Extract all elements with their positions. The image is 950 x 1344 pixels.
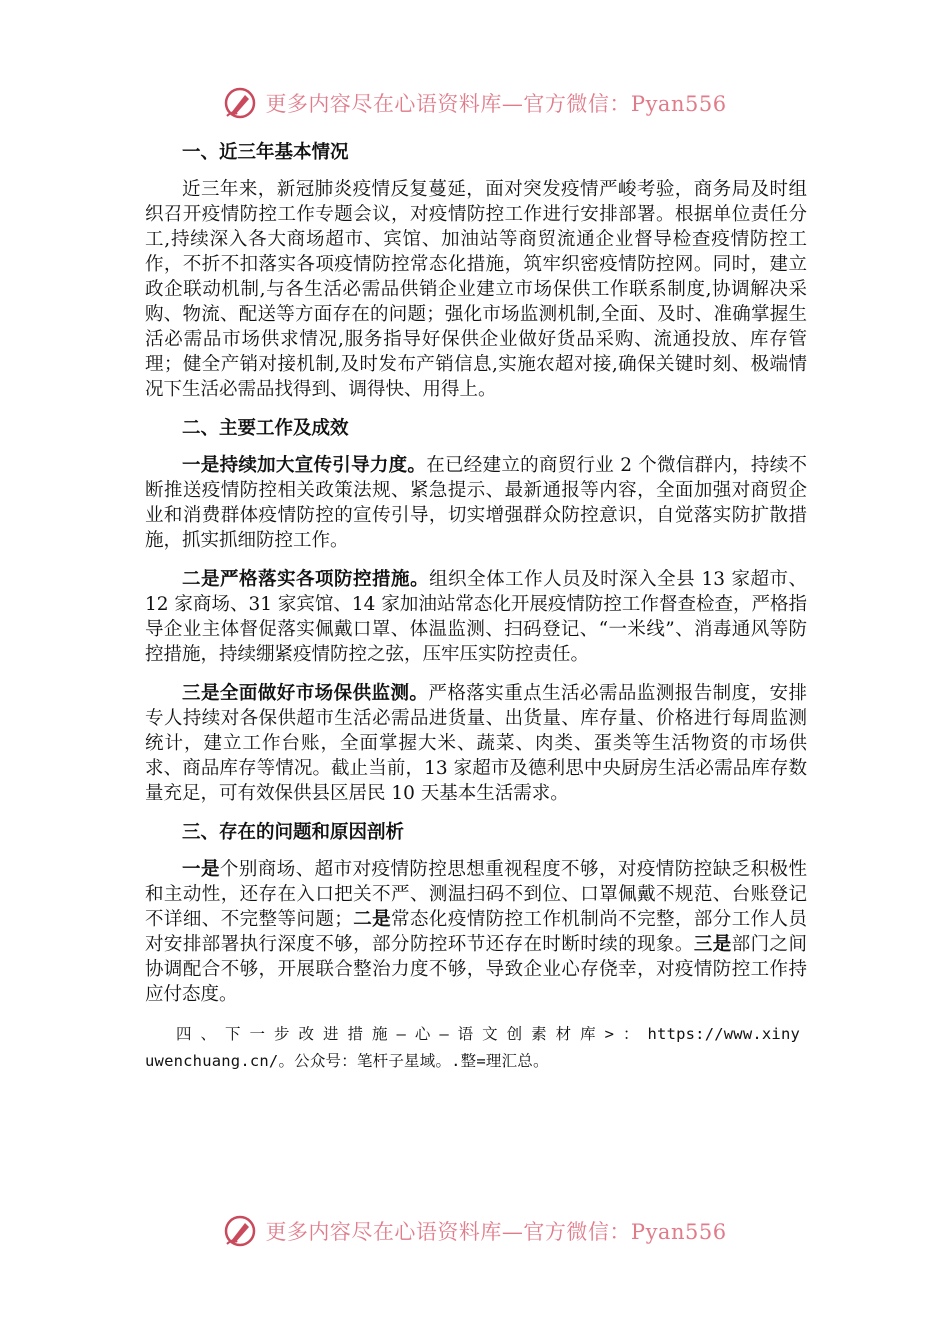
section-3-title: 三、存在的问题和原因剖析: [182, 822, 405, 843]
header-watermark-banner: [0, 86, 950, 120]
problem-2-lead: 二是: [352, 909, 392, 930]
achievement-3: [145, 681, 807, 806]
achievement-2-lead: 二是严格落实各项防控措施。: [182, 569, 430, 590]
achievement-2-body: 组织全体工作人员及时深入全县 13 家超市、12 家商场、31 家宾馆、14 家加油站常态化开展疫情防控工作督查检查，严格指导企业主体督促落实佩戴口罩、体温监测、扫码登记、“一米线”、消毒通风等防控措施，持续绷紧疫情防控之弦，压牢压实防控责任。: [145, 569, 807, 665]
problem-3-body: 部门之间协调配合不够，开展联合整治力度不够，导致企业心存侥幸，对疫情防控工作持应付态度。: [145, 934, 807, 1005]
problem-1-body: 个别商场、超市对疫情防控思想重视程度不够，对疫情防控缺乏积极性和主动性，还存在入口把关不严、测温扫码不到位、口罩佩戴不规范、台账登记不详细、不完整等问题；: [145, 859, 807, 930]
banner-text-footer: 更多内容尽在心语资料库—官方微信：Pyan556: [265, 1220, 727, 1244]
problem-2-body: 常态化疫情防控工作机制尚不完整，部分工作人员对安排部署执行深度不够，部分防控环节还存在时断时续的现象。: [145, 909, 807, 955]
achievement-3-lead: 三是全面做好市场保供监测。: [182, 683, 429, 704]
pen-nib-circle-icon: [223, 1214, 257, 1248]
banner-text: 更多内容尽在心语资料库—官方微信：Pyan556: [265, 92, 727, 116]
section-1-title: 一、近三年基本情况: [182, 142, 349, 163]
problems-paragraph: [145, 857, 807, 1007]
problem-1-lead: 一是: [182, 859, 220, 880]
problem-3-lead: 三是: [693, 934, 732, 955]
section-4-line: [145, 1021, 807, 1075]
section-1-body: 近三年来，新冠肺炎疫情反复蔓延，面对突发疫情严峻考验，商务局及时组织召开疫情防控工作专题会议，对疫情防控工作进行安排部署。根据单位责任分工,持续深入各大商场超市、宾馆、加油站等商贸流通企业督导检查疫情防控工作，不折不扣落实各项疫情防控常态化措施，筑牢织密疫情防控网。同时，建立政企联动机制,与各生活必需品供销企业建立市场保供工作联系制度,协调解决采购、物流、配送等方面存在的问题；强化市场监测机制,全面、及时、准确掌握生活必需品市场供求情况,服务指导好保供企业做好货品采购、流通投放、库存管理；健全产销对接机制,及时发布产销信息,实施农超对接,确保关键时刻、极端情况下生活必需品找得到、调得快、用得上。: [145, 179, 807, 400]
section-2-title: 二、主要工作及成效: [182, 418, 349, 439]
achievement-1-lead: 一是持续加大宣传引导力度。: [182, 455, 427, 476]
achievement-3-body: 严格落实重点生活必需品监测报告制度，安排专人持续对各保供超市生活必需品进货量、出货量、库存量、价格进行每周监测统计，建立工作台账，全面掌握大米、蔬菜、肉类、蛋类等生活物资的市场供求、商品库存等情况。截止当前，13 家超市及德利思中央厨房生活必需品库存数量充足，可有效保供县区居民 10 天基本生活需求。: [145, 683, 807, 804]
achievement-1-body: 在已经建立的商贸行业 2 个微信群内，持续不断推送疫情防控相关政策法规、紧急提示、最新通报等内容，全面加强对商贸企业和消费群体疫情防控的宣传引导，切实增强群众防控意识，自觉落实防扩散措施，抓实抓细防控工作。: [145, 455, 807, 551]
document-body: [145, 140, 807, 1075]
section-4-link-text: https://www.xinyuwenchuang.cn/。公众号：笔杆子星域。.整=理汇总。: [145, 1025, 801, 1070]
achievement-2: [145, 567, 807, 667]
footer-watermark-banner: [0, 1214, 950, 1248]
achievement-1: [145, 453, 807, 553]
pen-nib-circle-icon: [223, 86, 257, 120]
section-4-title: 四、下一步改进措施—心—语文创素材库>：: [176, 1025, 648, 1043]
